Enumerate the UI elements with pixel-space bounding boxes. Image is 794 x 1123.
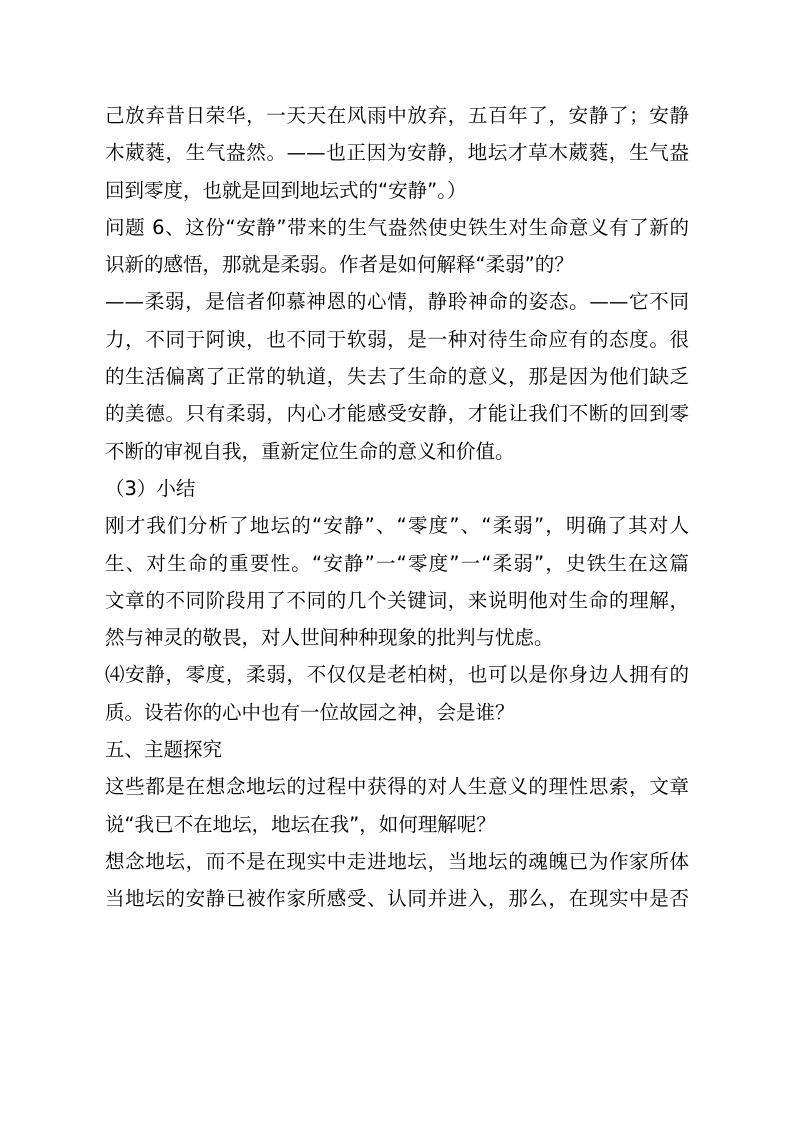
text-line: 文章的不同阶段用了不同的几个关键词，来说明他对生命的理解， xyxy=(105,588,689,612)
text-line: 不断的审视自我，重新定位生命的意义和价值。 xyxy=(105,439,515,463)
text-line: 想念地坛，而不是在现实中走进地坛，当地坛的魂魄已为作家所体 xyxy=(105,849,689,873)
text-line: 刚才我们分析了地坛的“安静”、“零度”、“柔弱”，明确了其对人 xyxy=(105,514,689,538)
text-line: 回到零度，也就是回到地坛式的“安静”。） xyxy=(105,178,467,202)
text-line: 这些都是在想念地坛的过程中获得的对人生意义的理性思索，文章 xyxy=(105,775,689,799)
text-line: 力，不同于阿谀，也不同于软弱，是一种对待生命应有的态度。很 xyxy=(105,327,689,351)
text-line: ⑷安静，零度，柔弱，不仅仅是老柏树，也可以是你身边人拥有的 xyxy=(105,663,689,687)
text-line: 己放弃昔日荣华，一天天在风雨中放弃，五百年了，安静了；安静 xyxy=(105,104,689,127)
text-line: 的生活偏离了正常的轨道，失去了生命的意义，那是因为他们缺乏 xyxy=(105,365,689,389)
text-line: 生、对生命的重要性。“安静”一“零度”一“柔弱”，史铁生在这篇 xyxy=(105,551,689,575)
text-line: ——柔弱，是信者仰慕神恩的心情，静聆神命的姿态。——它不同 xyxy=(105,290,689,314)
text-line: 问题 6、这份“安静”带来的生气盎然使史铁生对生命意义有了新的 xyxy=(105,215,689,239)
text-line: 当地坛的安静已被作家所感受、认同并进入，那么，在现实中是否 xyxy=(105,887,689,911)
body-text xyxy=(105,97,689,918)
text-line: 的美德。只有柔弱，内心才能感受安静，才能让我们不断的回到零 xyxy=(105,402,689,426)
text-line: 木葳蕤，生气盎然。——也正因为安静，地坛才草木葳蕤，生气盎 xyxy=(105,141,689,165)
text-line: 质。设若你的心中也有一位故园之神，会是谁？ xyxy=(105,700,515,724)
section-heading: （3）小结 xyxy=(105,476,196,500)
text-line: 说“我已不在地坛，地坛在我”，如何理解呢？ xyxy=(105,812,496,836)
text-line: 然与神灵的敬畏，对人世间种种现象的批判与忧虑。 xyxy=(105,626,554,650)
text-line: 识新的感悟，那就是柔弱。作者是如何解释“柔弱”的？ xyxy=(105,253,574,277)
section-heading: 五、主题探究 xyxy=(105,738,223,762)
